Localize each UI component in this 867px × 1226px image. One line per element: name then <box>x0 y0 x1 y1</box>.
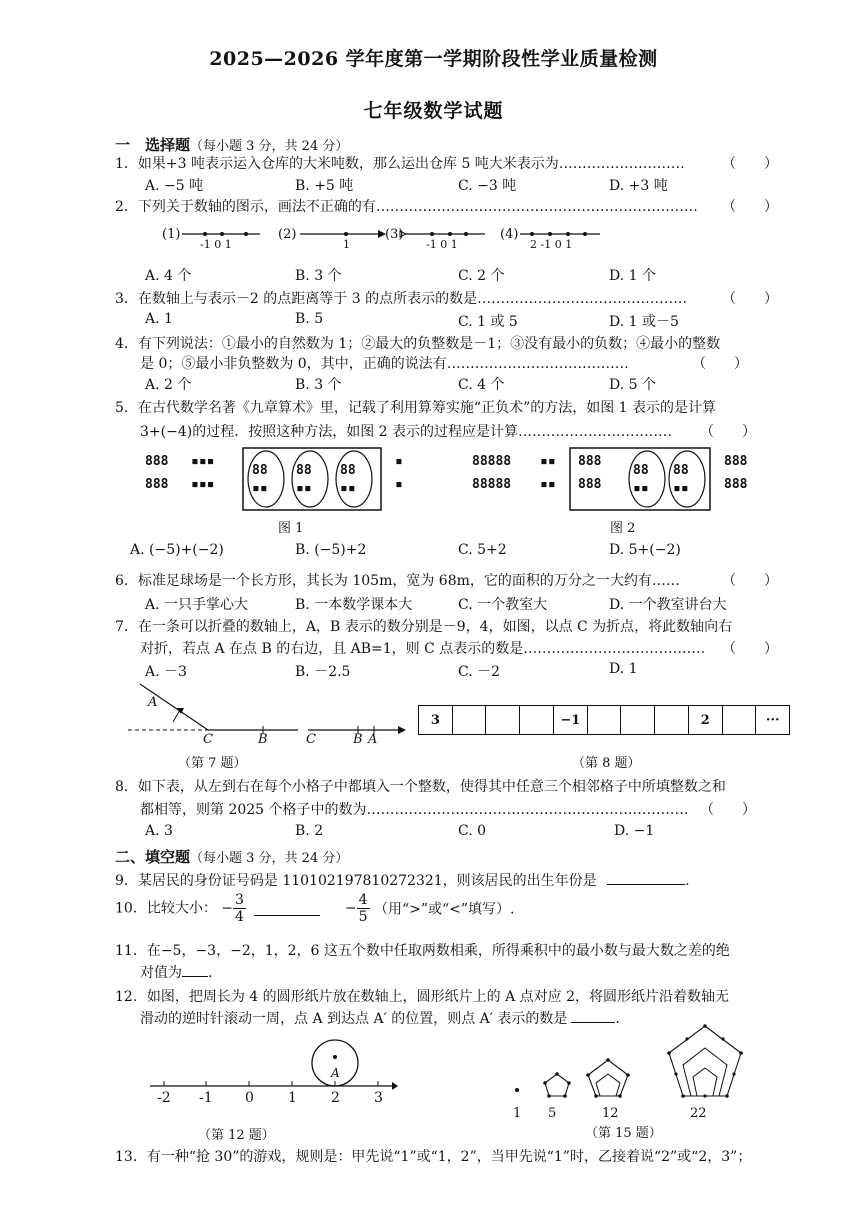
svg-text:▪▪: ▪▪ <box>252 481 268 496</box>
q2-answer-paren: （ ） <box>722 199 778 215</box>
q8-cell: −1 <box>554 706 588 734</box>
q1-option-b: B. +5 吨 <box>295 178 354 194</box>
svg-text:88: 88 <box>252 463 268 478</box>
q8-caption: （第 8 题） <box>572 756 641 771</box>
q5-stem-line1: 5．在古代数学名著《九章算术》里，记载了利用算筹实施“正负术”的方法，如图 1 表示的是计算 <box>115 400 717 416</box>
q7-caption: （第 7 题） <box>178 756 247 771</box>
q2-fig2-ticks: 1 <box>343 238 350 251</box>
q8-cell <box>621 706 655 734</box>
q15-label: 22 <box>690 1106 707 1121</box>
q5-counting-rods-figure-2 <box>472 448 792 514</box>
svg-text:▪▪: ▪▪ <box>540 477 556 492</box>
svg-text:888: 888 <box>578 477 602 492</box>
q4-option-a: A. 2 个 <box>145 377 192 393</box>
svg-text:888: 888 <box>724 454 748 469</box>
q4-option-c: C. 4 个 <box>458 377 505 393</box>
svg-text:888: 888 <box>145 454 169 469</box>
q11-answer-blank[interactable] <box>182 962 208 977</box>
q2-fig-label-1: (1) <box>162 227 181 242</box>
q3-option-a: A. 1 <box>145 311 173 327</box>
q2-option-b: B. 3 个 <box>295 268 342 284</box>
svg-text:▪▪▪: ▪▪▪ <box>191 454 215 469</box>
q8-stem-line2: 都相等，则第 2025 个格子中的数为…………………………………………………………… <box>140 802 689 818</box>
q7-answer-paren: （ ） <box>722 641 778 657</box>
q12-axis-label: -1 <box>199 1090 213 1106</box>
q6-stem: 6．标准足球场是一个长方形，其长为 105m，宽为 68m，它的面积的万分之一大约有…… <box>115 573 680 589</box>
q8-stem-line1: 8．如下表，从左到右在每个小格子中都填入一个整数，使得其中任意三个相邻格子中所填整数之和 <box>115 779 726 795</box>
q5-option-b: B. (−5)+2 <box>295 542 367 558</box>
svg-text:▪▪: ▪▪ <box>340 481 356 496</box>
q5-counting-rods-figure-1 <box>145 448 415 514</box>
section-heading-fill: 二、填空题（每小题 3 分，共 24 分） <box>115 848 349 866</box>
q2-stem: 2．下列关于数轴的图示，画法不正确的有…………………………………………………………… <box>115 199 698 215</box>
q5-fig1-caption: 图 1 <box>278 521 304 536</box>
q5-answer-paren: （ ） <box>700 424 756 440</box>
svg-text:▪: ▪ <box>395 477 403 492</box>
q5-fig2-caption: 图 2 <box>610 521 636 536</box>
q9-stem: 9．某居民的身份证号码是 110102197810272321，则该居民的出生年份是 . <box>115 870 690 890</box>
q2-fig-label-3: (3) <box>385 227 404 242</box>
svg-text:88: 88 <box>673 463 689 478</box>
q7-option-a: A. －3 <box>145 664 187 680</box>
q8-cell: 3 <box>419 706 453 734</box>
q10-answer-blank[interactable] <box>254 901 320 916</box>
svg-text:▪: ▪ <box>395 454 403 469</box>
q5-option-d: D. 5+(−2) <box>609 542 681 558</box>
q15-pentagon-figure <box>505 1018 765 1102</box>
q11-stem-line2: 对值为 . <box>140 962 212 982</box>
svg-text:88888: 88888 <box>472 454 512 469</box>
q4-option-b: B. 3 个 <box>295 377 342 393</box>
q13-stem: 13．有一种“抢 30”的游戏，规则是：甲先说“1”或“1，2”，当甲先说“1”时，乙接着说“2”或“2，3”； <box>115 1149 752 1165</box>
q1-option-a: A. −5 吨 <box>145 178 204 194</box>
q7-stem-line2: 对折，若点 A 在点 B 的右边，且 AB=1，则 C 点表示的数是………………………………… <box>140 641 706 657</box>
q2-option-a: A. 4 个 <box>145 268 192 284</box>
q15-caption: （第 15 题） <box>585 1126 662 1141</box>
q12-stem-line2: 滑动的逆时针滚动一周，点 A 到达点 A′ 的位置，则点 A′ 表示的数是 . <box>140 1008 620 1028</box>
svg-text:888: 888 <box>578 454 602 469</box>
q3-option-b: B. 5 <box>295 311 324 327</box>
svg-text:▪▪: ▪▪ <box>673 481 689 496</box>
q7-stem-line1: 7．在一条可以折叠的数轴上，A，B 表示的数分别是－9，4，如图，以点 C 为折点，将此数轴向右 <box>115 619 733 635</box>
svg-text:▪▪: ▪▪ <box>296 481 312 496</box>
q15-label: 5 <box>548 1106 557 1121</box>
q8-cell <box>453 706 487 734</box>
q6-answer-paren: （ ） <box>722 573 778 589</box>
q6-option-b: B. 一本数学课本大 <box>295 597 413 613</box>
q6-option-c: C. 一个教室大 <box>458 597 548 613</box>
q12-axis-label: 2 <box>331 1090 340 1106</box>
q12-point-a: A <box>331 1066 340 1080</box>
q2-option-c: C. 2 个 <box>458 268 505 284</box>
q3-option-c: C. 1 或 5 <box>458 314 518 330</box>
exam-title: 2025—2026 学年度第一学期阶段性学业质量检测 <box>209 48 658 70</box>
q7-fig-point-a: A <box>148 695 158 710</box>
q2-fig4-ticks: 2 -1 0 1 <box>530 238 573 251</box>
q10-fraction-2: $\frac{4}{5}$ <box>358 892 368 925</box>
q1-stem: 1．如果+3 吨表示运入仓库的大米吨数，那么运出仓库 5 吨大米表示为……………………… <box>115 156 685 172</box>
svg-text:▪▪: ▪▪ <box>540 454 556 469</box>
exam-subtitle: 七年级数学试题 <box>363 100 504 122</box>
q8-answer-paren: （ ） <box>700 802 756 818</box>
q7-fig-point-c2: C <box>306 732 316 747</box>
svg-text:888: 888 <box>724 477 748 492</box>
q8-cell: ··· <box>765 712 780 728</box>
svg-text:888: 888 <box>145 477 169 492</box>
q15-label: 1 <box>513 1106 522 1121</box>
q6-option-d: D. 一个教室讲台大 <box>609 597 727 613</box>
q7-fig-point-a2: A <box>368 732 378 747</box>
q8-cell <box>655 706 689 734</box>
q5-option-a: A. (−5)+(−2) <box>130 542 224 558</box>
q11-stem-line1: 11．在−5，−3，−2，1，2，6 这五个数中任取两数相乘，所得乘积中的最小数与最大数之差的绝 <box>115 943 730 959</box>
svg-text:▪▪: ▪▪ <box>633 481 649 496</box>
q6-option-a: A. 一只手掌心大 <box>145 597 249 613</box>
svg-text:88: 88 <box>340 463 356 478</box>
q3-option-d: D. 1 或－5 <box>609 314 679 330</box>
q1-option-d: D. +3 吨 <box>609 178 668 194</box>
svg-text:88: 88 <box>633 463 649 478</box>
q8-cell <box>520 706 554 734</box>
q3-answer-paren: （ ） <box>722 291 778 307</box>
q4-stem-line1: 4．有下列说法：①最小的自然数为 1；②最大的负整数是－1；③没有最小的负数；④最小的整数 <box>115 336 721 352</box>
svg-text:88: 88 <box>296 463 312 478</box>
q4-option-d: D. 5 个 <box>609 377 656 393</box>
q12-axis-label: 1 <box>288 1090 297 1106</box>
q4-answer-paren: （ ） <box>692 356 748 372</box>
q8-option-c: C. 0 <box>458 823 487 839</box>
q7-fig-point-b: B <box>258 732 268 747</box>
q8-number-strip <box>418 705 790 735</box>
q15-label: 12 <box>602 1106 619 1121</box>
q12-number-line-figure <box>148 1040 398 1096</box>
q8-cell <box>723 706 757 734</box>
section-heading-choice: 一 选择题（每小题 3 分，共 24 分） <box>115 136 349 154</box>
q12-caption: （第 12 题） <box>198 1128 275 1143</box>
q7-option-d: D. 1 <box>609 661 638 677</box>
q10-fraction-1: $\frac{3}{4}$ <box>235 892 244 925</box>
q8-option-d: D. −1 <box>614 823 655 839</box>
q5-stem-line2: 3+(−4)的过程．按照这种方法，如图 2 表示的过程应是计算…………………………… <box>140 424 673 440</box>
q7-option-b: B. －2.5 <box>295 664 351 680</box>
q7-option-c: C. －2 <box>458 664 501 680</box>
q9-answer-blank[interactable] <box>607 870 685 885</box>
q8-option-b: B. 2 <box>295 823 324 839</box>
q2-option-d: D. 1 个 <box>609 268 656 284</box>
q2-fig-label-2: (2) <box>278 227 297 242</box>
q2-fig1-ticks: -1 0 1 <box>200 238 232 251</box>
q12-axis-label: -2 <box>157 1090 171 1106</box>
q4-stem-line2: 是 0；⑤最小非负整数为 0，其中，正确的说法有………………………………… <box>140 356 629 372</box>
q8-option-a: A. 3 <box>145 823 173 839</box>
q5-option-c: C. 5+2 <box>458 542 507 558</box>
q8-cell: 2 <box>689 706 723 734</box>
q1-option-c: C. −3 吨 <box>458 178 517 194</box>
q12-axis-label: 3 <box>374 1090 383 1106</box>
q7-fig-point-b2: B <box>353 732 363 747</box>
q8-cell <box>486 706 520 734</box>
q1-answer-paren: （ ） <box>722 156 778 172</box>
q8-cell <box>588 706 622 734</box>
q3-stem: 3．在数轴上与表示－2 的点距离等于 3 的点所表示的数是……………………………………… <box>115 291 688 307</box>
q7-fig-point-c: C <box>203 732 213 747</box>
q12-axis-label: 0 <box>245 1090 254 1106</box>
q10-stem: 10．比较大小： − $\frac{3}{4}$ − $\frac{4}{5}$ （用“>”或“<”填写）. <box>115 892 515 925</box>
svg-text:88888: 88888 <box>472 477 512 492</box>
q2-fig-label-4: (4) <box>500 227 519 242</box>
q7-fold-figure <box>128 680 408 740</box>
svg-text:▪▪▪: ▪▪▪ <box>191 477 215 492</box>
q2-fig3-ticks: -1 0 1 <box>426 238 458 251</box>
q12-stem-line1: 12．如图，把周长为 4 的圆形纸片放在数轴上，圆形纸片上的 A 点对应 2，将圆形纸片沿着数轴无 <box>115 989 729 1005</box>
